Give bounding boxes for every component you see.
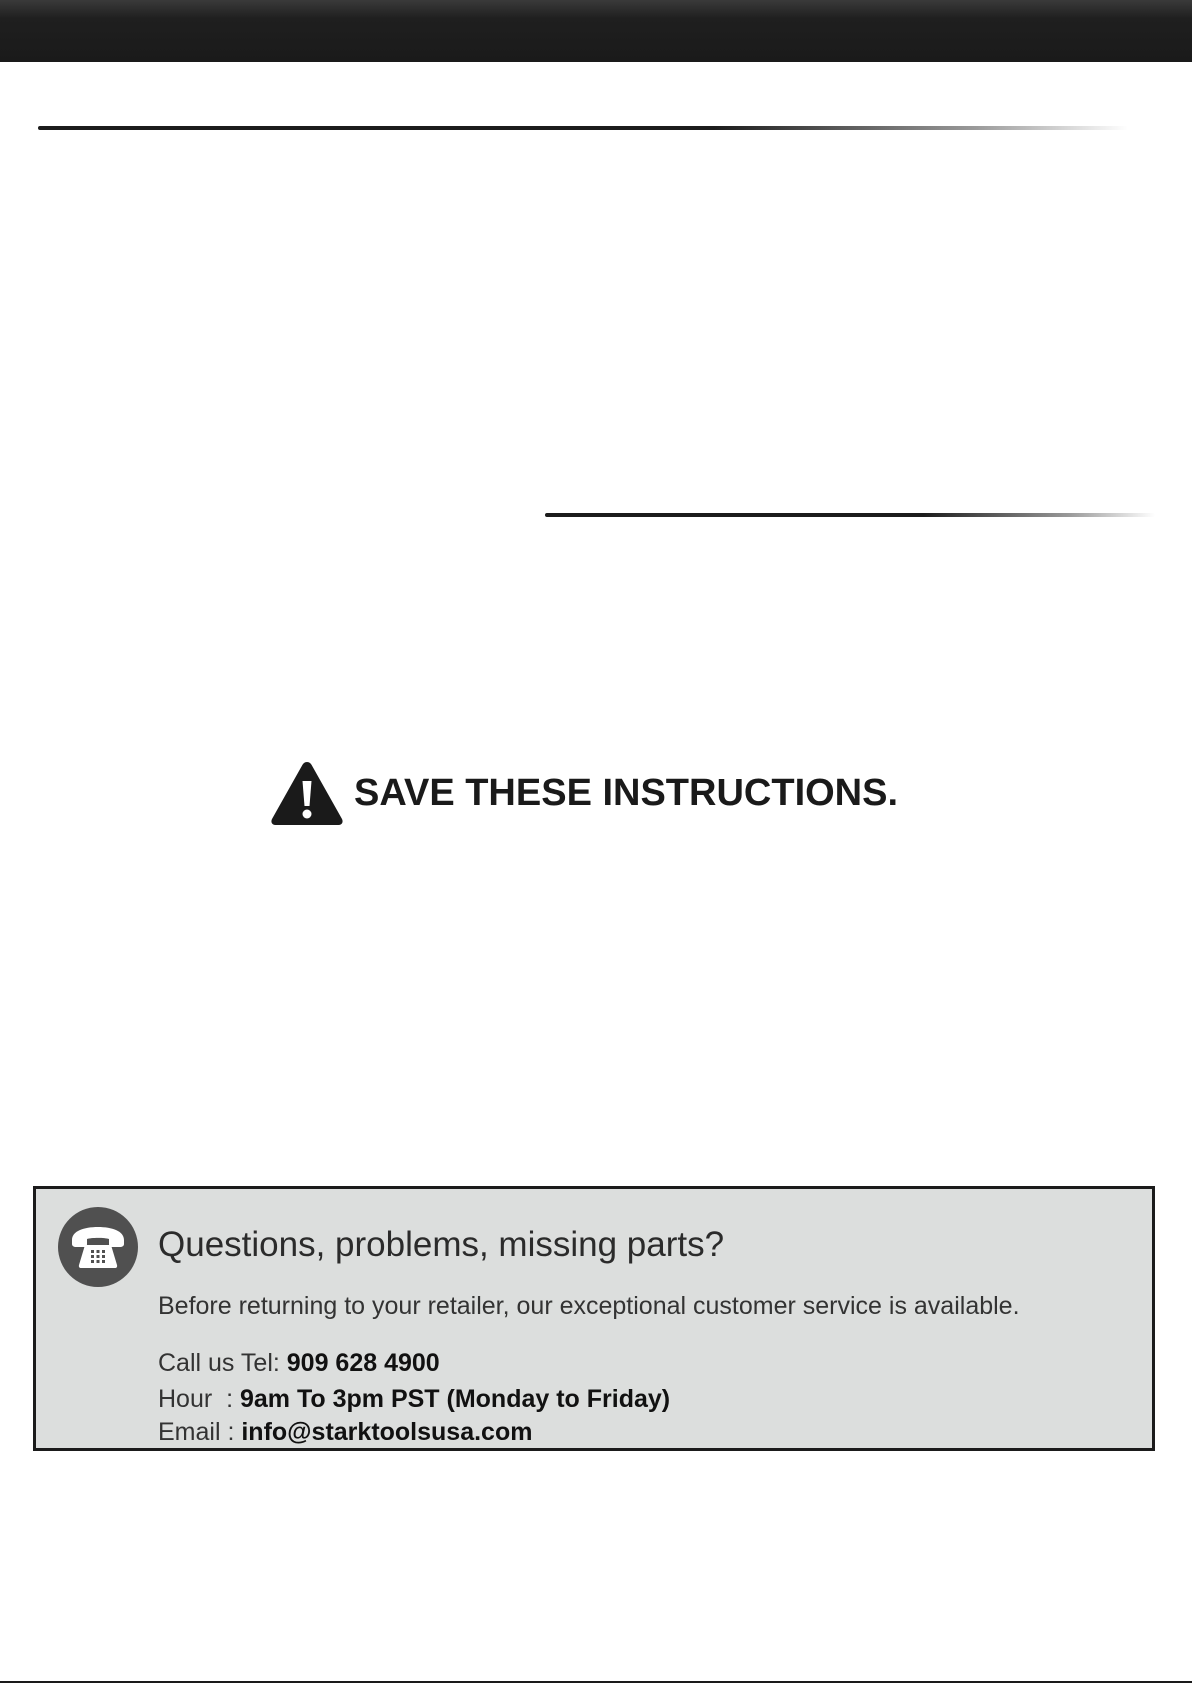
hours-label: Hour :	[158, 1385, 240, 1413]
save-instructions-notice	[270, 757, 898, 829]
support-heading: Questions, problems, missing parts?	[158, 1225, 725, 1264]
support-hours-line	[158, 1385, 670, 1414]
save-instructions-text: SAVE THESE INSTRUCTIONS.	[354, 771, 899, 814]
phone-number[interactable]: 909 628 4900	[286, 1349, 440, 1377]
header-bar	[0, 0, 1192, 62]
email-address[interactable]: info@starktoolsusa.com	[241, 1418, 533, 1446]
telephone-icon	[58, 1207, 138, 1287]
phone-label: Call us Tel:	[158, 1349, 287, 1377]
customer-support-box	[33, 1186, 1155, 1451]
support-email-line	[158, 1418, 532, 1447]
support-phone-line	[158, 1349, 440, 1378]
section-divider-top	[38, 126, 1128, 130]
email-label: Email :	[158, 1418, 242, 1446]
warning-icon	[270, 759, 344, 827]
hours-value: 9am To 3pm PST (Monday to Friday)	[239, 1385, 671, 1413]
section-divider-middle	[545, 513, 1155, 517]
support-description: Before returning to your retailer, our exceptional customer service is available.	[158, 1292, 1020, 1320]
footer-divider	[0, 1681, 1192, 1683]
